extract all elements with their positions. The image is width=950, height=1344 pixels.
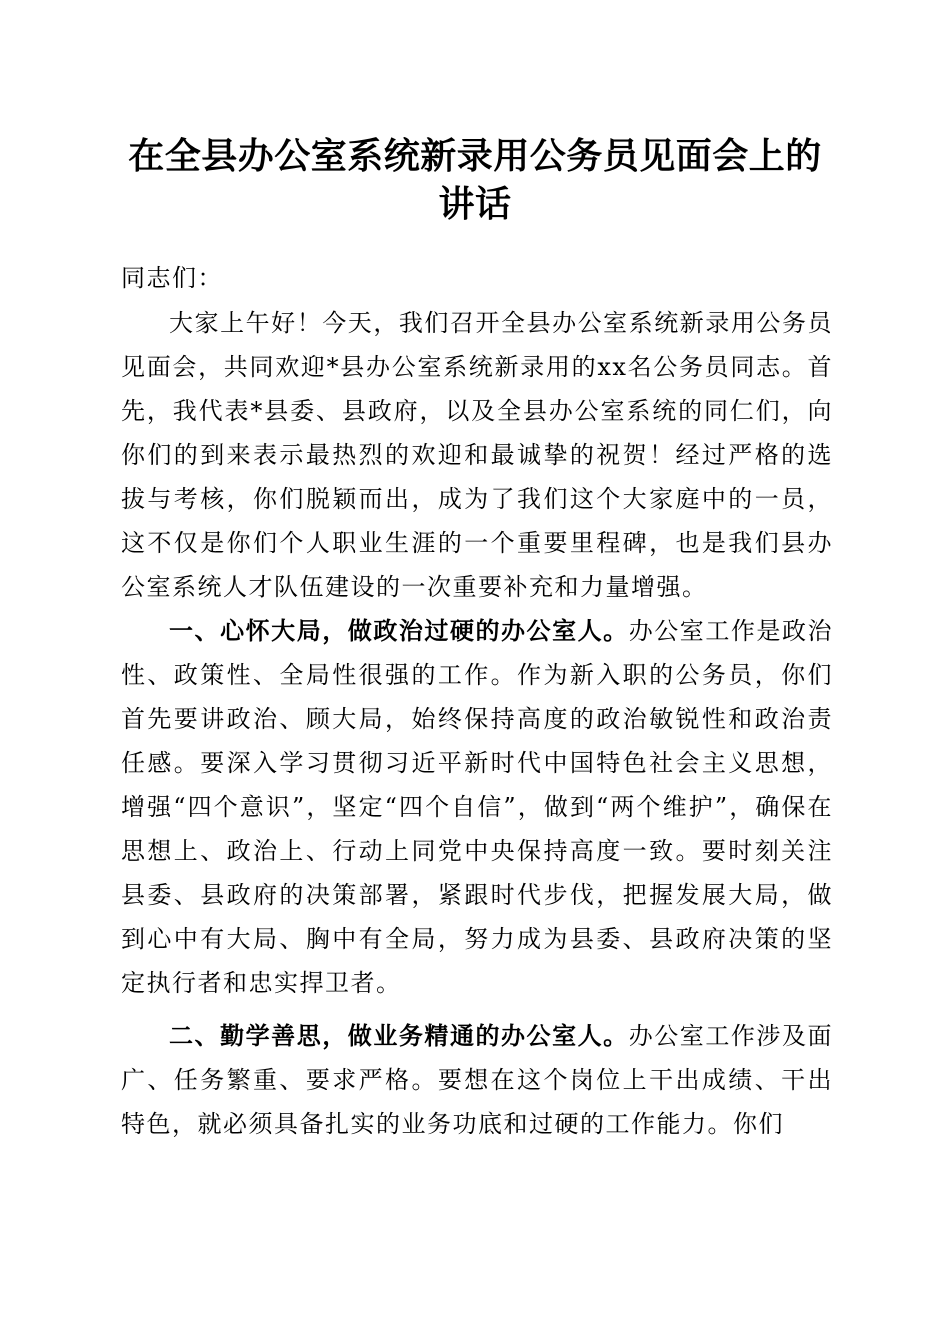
paragraph-intro [121,301,833,609]
section-heading: 二、勤学善思，做业务精通的办公室人。 [169,1022,629,1050]
section-heading: 一、心怀大局，做政治过硬的办公室人。 [169,617,629,645]
paragraph-text: 大家上午好！今天，我们召开全县办公室系统新录用公务员见面会，共同欢迎*县办公室系统新录用的xx名公务员同志。首先，我代表*县委、县政府，以及全县办公室系统的同仁们，向你们的到来表示最热烈的欢迎和最诚挚的祝贺！经过严格的选拔与考核，你们脱颖而出，成为了我们这个大家庭中的一员，这不仅是你们个人职业生涯的一个重要里程碑，也是我们县办公室系统人才队伍建设的一次重要补充和力量增强。 [121,309,833,601]
paragraph-text: 办公室工作涉及面广、任务繁重、要求严格。要想在这个岗位上干出成绩、干出特色，就必须具备扎实的业务功底和过硬的工作能力。你们 [121,1022,833,1138]
document-body [121,256,833,1146]
paragraph-text: 办公室工作是政治性、政策性、全局性很强的工作。作为新入职的公务员，你们首先要讲政治、顾大局，始终保持高度的政治敏锐性和政治责任感。要深入学习贯彻习近平新时代中国特色社会主义思想，增强“四个意识”，坚定“四个自信”，做到“两个维护”，确保在思想上、政治上、行动上同党中央保持高度一致。要时刻关注县委、县政府的决策部署，紧跟时代步伐，把握发展大局，做到心中有大局、胸中有全局，努力成为县委、县政府决策的坚定执行者和忠实捍卫者。 [121,617,833,997]
paragraph-section-2 [121,1014,833,1146]
paragraph-section-1 [121,609,833,1005]
salutation: 同志们： [121,264,223,292]
document-title: 在全县办公室系统新录用公务员见面会上的讲话 [128,135,822,225]
